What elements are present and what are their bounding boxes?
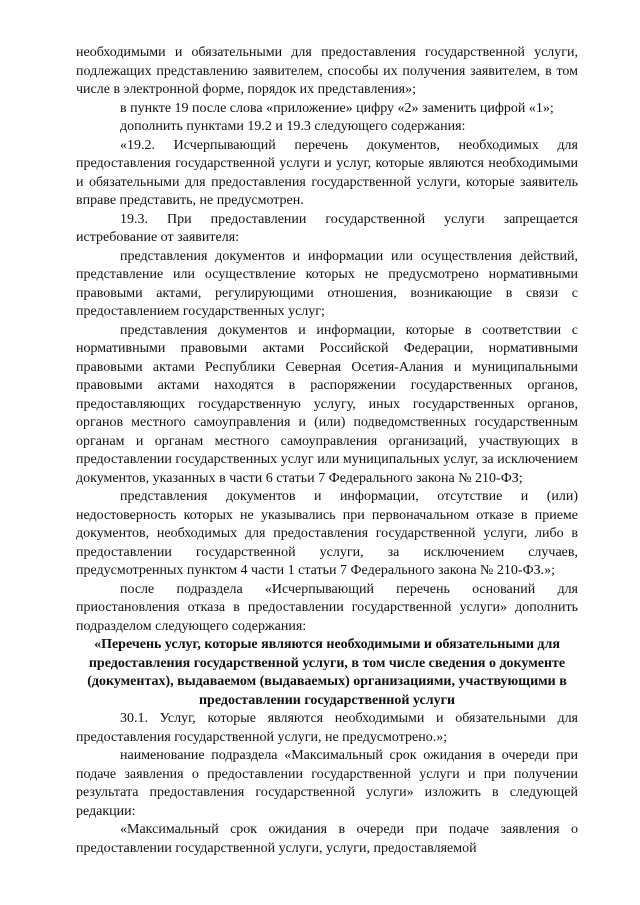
paragraph-10: 30.1. Услуг, которые являются необходимыми и обязательными для предоставления государственной услуги, не предусмотрено.»; bbox=[76, 711, 578, 745]
paragraph-4: «19.2. Исчерпывающий перечень документов, необходимых для предоставления государственной услуги и услуг, которые являются необходимыми и обязательными для предоставления государственной услуги, которые заявитель вправе представить, не предусмотрен. bbox=[76, 137, 578, 208]
section-heading: «Перечень услуг, которые являются необходимыми и обязательными для предоставления государственной услуги, в том числе сведения о документе (документах), выдаваемом (выдаваемых) организациями, участвующими в предоставлении государственной услуги bbox=[87, 637, 567, 708]
paragraph-7: представления документов и информации, которые в соответствии с нормативными правовыми актами Российской Федерации, нормативными правовыми актами Республики Северная Осетия-Алания и муниципальными правовыми актами находятся в распоряжении государственных органов, предоставляющих государственную услугу, иных государственных органов, органов местного самоуправления и (или) подведомственных государственным органам и органам местного самоуправления организаций, участвующих в предоставлении государственных услуг или муниципальных услуг, за исключением документов, указанных в части 6 статьи 7 Федерального закона № 210-ФЗ; bbox=[76, 322, 578, 486]
paragraph-12: «Максимальный срок ожидания в очереди при подаче заявления о предоставлении государственной услуги, услуги, предоставляемой bbox=[76, 822, 578, 856]
paragraph-1: необходимыми и обязательными для предоставления государственной услуги, подлежащих представлению заявителем, способы их получения заявителем, в том числе в электронной форме, порядок их представления»; bbox=[76, 45, 578, 97]
paragraph-9: после подраздела «Исчерпывающий перечень оснований для приостановления отказа в предоставлении государственной услуги» дополнить подразделом следующего содержания: bbox=[76, 581, 578, 634]
paragraph-2: в пункте 19 после слова «приложение» цифру «2» заменить цифрой «1»; bbox=[120, 100, 554, 116]
paragraph-6: представления документов и информации или осуществления действий, представление или осуществление которых не предусмотрено нормативными правовыми актами, регулирующими отношения, возникающие в связи с предоставлением государственных услуг; bbox=[76, 248, 578, 319]
paragraph-11: наименование подраздела «Максимальный срок ожидания в очереди при подаче заявления о предоставлении государственной услуги и при получении результата предоставления государственной услуги» изложить в следующей редакции: bbox=[76, 748, 578, 819]
paragraph-5: 19.3. При предоставлении государственной услуги запрещается истребование от заявителя: bbox=[76, 211, 578, 245]
paragraph-8: представления документов и информации, отсутствие и (или) недостоверность которых не указывались при первоначальном отказе в приеме документов, необходимых для предоставления государственной услуги, либо в предоставлении государственной услуги, за исключением случаев, предусмотренных пунктом 4 части 1 статьи 7 Федерального закона № 210-ФЗ.»; bbox=[76, 489, 578, 578]
document-page bbox=[76, 44, 578, 858]
paragraph-3: дополнить пунктами 19.2 и 19.3 следующего содержания: bbox=[120, 119, 466, 134]
